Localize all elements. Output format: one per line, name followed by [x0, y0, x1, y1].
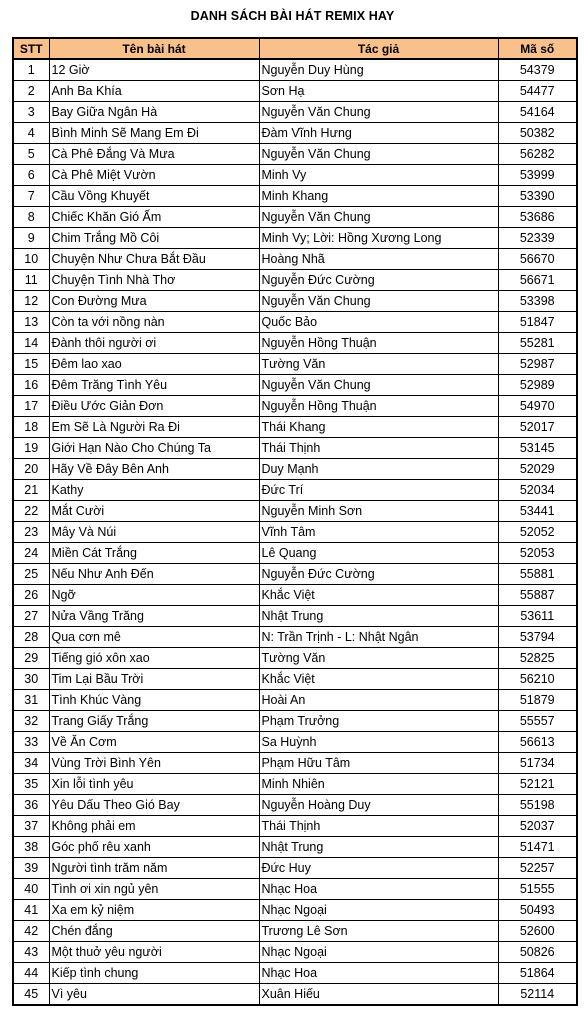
cell-song-name: Tình ơi xin ngủ yên [49, 879, 259, 900]
cell-song-name: Mắt Cười [49, 501, 259, 522]
table-row [13, 270, 577, 291]
cell-code: 53398 [498, 291, 577, 312]
cell-stt: 40 [13, 879, 49, 900]
cell-stt: 37 [13, 816, 49, 837]
cell-author: Nhật Trung [259, 606, 498, 627]
cell-stt: 29 [13, 648, 49, 669]
table-row [13, 207, 577, 228]
cell-stt: 30 [13, 669, 49, 690]
cell-song-name: Chim Trắng Mồ Côi [49, 228, 259, 249]
table-row [13, 858, 577, 879]
cell-code: 52029 [498, 459, 577, 480]
cell-stt: 44 [13, 963, 49, 984]
cell-song-name: Nếu Như Anh Đến [49, 564, 259, 585]
table-row [13, 396, 577, 417]
cell-code: 50826 [498, 942, 577, 963]
cell-code: 53145 [498, 438, 577, 459]
cell-author: Thái Thịnh [259, 816, 498, 837]
cell-stt: 45 [13, 984, 49, 1006]
table-row [13, 543, 577, 564]
table-row [13, 438, 577, 459]
cell-stt: 38 [13, 837, 49, 858]
cell-code: 50493 [498, 900, 577, 921]
cell-author: Nguyễn Đức Cường [259, 270, 498, 291]
table-row [13, 480, 577, 501]
cell-song-name: Chén đắng [49, 921, 259, 942]
cell-song-name: Không phải em [49, 816, 259, 837]
cell-stt: 15 [13, 354, 49, 375]
cell-stt: 5 [13, 144, 49, 165]
cell-author: Minh Vy; Lời: Hồng Xương Long [259, 228, 498, 249]
cell-stt: 4 [13, 123, 49, 144]
cell-author: Nhạc Ngoại [259, 942, 498, 963]
cell-stt: 32 [13, 711, 49, 732]
cell-song-name: Kathy [49, 480, 259, 501]
cell-author: Đức Huy [259, 858, 498, 879]
cell-stt: 3 [13, 102, 49, 123]
cell-code: 54477 [498, 81, 577, 102]
cell-stt: 42 [13, 921, 49, 942]
cell-song-name: Mây Và Núi [49, 522, 259, 543]
cell-song-name: Bay Giữa Ngân Hà [49, 102, 259, 123]
cell-stt: 9 [13, 228, 49, 249]
cell-author: Nguyễn Văn Chung [259, 102, 498, 123]
table-row [13, 837, 577, 858]
table-row [13, 522, 577, 543]
cell-song-name: Kiếp tình chung [49, 963, 259, 984]
cell-author: Lê Quang [259, 543, 498, 564]
cell-author: Vĩnh Tâm [259, 522, 498, 543]
cell-song-name: Cà Phê Đắng Và Mưa [49, 144, 259, 165]
cell-code: 51879 [498, 690, 577, 711]
cell-code: 51555 [498, 879, 577, 900]
cell-code: 52121 [498, 774, 577, 795]
cell-song-name: Trang Giấy Trắng [49, 711, 259, 732]
cell-author: Nguyễn Đức Cường [259, 564, 498, 585]
cell-code: 52600 [498, 921, 577, 942]
cell-author: Hoài An [259, 690, 498, 711]
cell-stt: 36 [13, 795, 49, 816]
cell-author: Minh Nhiên [259, 774, 498, 795]
cell-stt: 28 [13, 627, 49, 648]
page-title: DANH SÁCH BÀI HÁT REMIX HAY [190, 9, 395, 23]
cell-code: 52052 [498, 522, 577, 543]
cell-code: 52825 [498, 648, 577, 669]
cell-code: 53794 [498, 627, 577, 648]
cell-author: Nguyễn Duy Hùng [259, 59, 498, 81]
table-row [13, 627, 577, 648]
cell-author: Hoàng Nhã [259, 249, 498, 270]
cell-stt: 8 [13, 207, 49, 228]
table-row [13, 123, 577, 144]
cell-code: 55881 [498, 564, 577, 585]
cell-code: 53441 [498, 501, 577, 522]
cell-author: Khắc Việt [259, 669, 498, 690]
cell-stt: 17 [13, 396, 49, 417]
cell-stt: 19 [13, 438, 49, 459]
cell-stt: 27 [13, 606, 49, 627]
cell-author: Sa Huỳnh [259, 732, 498, 753]
table-row [13, 606, 577, 627]
cell-code: 54970 [498, 396, 577, 417]
cell-code: 54379 [498, 59, 577, 81]
cell-code: 51847 [498, 312, 577, 333]
table-row [13, 984, 577, 1006]
cell-author: Nhạc Hoa [259, 879, 498, 900]
cell-song-name: Đêm lao xao [49, 354, 259, 375]
cell-stt: 33 [13, 732, 49, 753]
cell-code: 51471 [498, 837, 577, 858]
cell-author: Nguyễn Văn Chung [259, 375, 498, 396]
cell-song-name: Miền Cát Trắng [49, 543, 259, 564]
cell-stt: 41 [13, 900, 49, 921]
table-row [13, 312, 577, 333]
table-row [13, 648, 577, 669]
cell-author: Đức Trí [259, 480, 498, 501]
cell-author: Duy Mạnh [259, 459, 498, 480]
table-row [13, 963, 577, 984]
cell-stt: 22 [13, 501, 49, 522]
cell-author: Phạm Trưởng [259, 711, 498, 732]
cell-code: 50382 [498, 123, 577, 144]
cell-song-name: Ngỡ [49, 585, 259, 606]
table-row [13, 711, 577, 732]
header-author: Tác giả [259, 38, 498, 59]
table-row [13, 921, 577, 942]
table-row [13, 375, 577, 396]
cell-code: 53390 [498, 186, 577, 207]
cell-author: Phạm Hữu Tâm [259, 753, 498, 774]
cell-code: 55198 [498, 795, 577, 816]
cell-stt: 12 [13, 291, 49, 312]
cell-song-name: Cà Phê Miệt Vườn [49, 165, 259, 186]
cell-author: Xuân Hiếu [259, 984, 498, 1006]
cell-code: 53999 [498, 165, 577, 186]
cell-code: 52034 [498, 480, 577, 501]
cell-author: Nhạc Ngoại [259, 900, 498, 921]
cell-stt: 31 [13, 690, 49, 711]
cell-song-name: Hãy Về Đây Bên Anh [49, 459, 259, 480]
cell-code: 52987 [498, 354, 577, 375]
cell-author: Tường Văn [259, 354, 498, 375]
header-song-name: Tên bài hát [49, 38, 259, 59]
cell-author: Sơn Hạ [259, 81, 498, 102]
cell-stt: 20 [13, 459, 49, 480]
cell-stt: 7 [13, 186, 49, 207]
cell-stt: 6 [13, 165, 49, 186]
table-row [13, 816, 577, 837]
cell-stt: 21 [13, 480, 49, 501]
cell-code: 51864 [498, 963, 577, 984]
cell-author: Nhạc Hoa [259, 963, 498, 984]
table-row [13, 564, 577, 585]
table-row [13, 144, 577, 165]
cell-code: 56210 [498, 669, 577, 690]
cell-song-name: Chiếc Khăn Gió Ấm [49, 207, 259, 228]
cell-code: 53686 [498, 207, 577, 228]
cell-author: Nguyễn Hoàng Duy [259, 795, 498, 816]
cell-song-name: Vì yêu [49, 984, 259, 1006]
cell-song-name: Anh Ba Khía [49, 81, 259, 102]
song-table [12, 37, 578, 1006]
table-row [13, 879, 577, 900]
cell-song-name: Con Đường Mưa [49, 291, 259, 312]
table-row [13, 249, 577, 270]
cell-code: 53611 [498, 606, 577, 627]
cell-song-name: Chuyện Tình Nhà Thơ [49, 270, 259, 291]
cell-song-name: Qua cơn mê [49, 627, 259, 648]
cell-song-name: Yêu Dấu Theo Gió Bay [49, 795, 259, 816]
cell-song-name: 12 Giờ [49, 59, 259, 81]
cell-stt: 11 [13, 270, 49, 291]
cell-stt: 23 [13, 522, 49, 543]
cell-song-name: Nửa Vầng Trăng [49, 606, 259, 627]
cell-author: Nguyễn Minh Sơn [259, 501, 498, 522]
table-row [13, 795, 577, 816]
cell-code: 52257 [498, 858, 577, 879]
table-row [13, 774, 577, 795]
cell-song-name: Tình Khúc Vàng [49, 690, 259, 711]
cell-song-name: Người tình trăm năm [49, 858, 259, 879]
table-row [13, 354, 577, 375]
cell-code: 52989 [498, 375, 577, 396]
cell-song-name: Tim Lại Bầu Trời [49, 669, 259, 690]
cell-stt: 39 [13, 858, 49, 879]
cell-author: Minh Khang [259, 186, 498, 207]
table-row [13, 81, 577, 102]
table-row [13, 753, 577, 774]
table-row [13, 186, 577, 207]
cell-code: 56613 [498, 732, 577, 753]
header-code: Mã số [498, 38, 577, 59]
cell-stt: 16 [13, 375, 49, 396]
cell-stt: 35 [13, 774, 49, 795]
table-row [13, 900, 577, 921]
cell-code: 55281 [498, 333, 577, 354]
cell-song-name: Chuyện Như Chưa Bắt Đầu [49, 249, 259, 270]
table-row [13, 417, 577, 438]
cell-author: Trương Lê Sơn [259, 921, 498, 942]
cell-song-name: Bình Minh Sẽ Mang Em Đi [49, 123, 259, 144]
cell-author: Khắc Việt [259, 585, 498, 606]
cell-stt: 43 [13, 942, 49, 963]
cell-song-name: Điều Ước Giản Đơn [49, 396, 259, 417]
cell-stt: 2 [13, 81, 49, 102]
cell-stt: 10 [13, 249, 49, 270]
cell-stt: 1 [13, 59, 49, 81]
cell-author: Nguyễn Văn Chung [259, 207, 498, 228]
cell-author: Đàm Vĩnh Hưng [259, 123, 498, 144]
cell-author: Nguyễn Hồng Thuận [259, 396, 498, 417]
cell-song-name: Đành thôi người ơi [49, 333, 259, 354]
cell-author: Tường Văn [259, 648, 498, 669]
cell-code: 55887 [498, 585, 577, 606]
cell-author: Nguyễn Văn Chung [259, 144, 498, 165]
cell-stt: 14 [13, 333, 49, 354]
cell-code: 55557 [498, 711, 577, 732]
cell-author: Thái Thịnh [259, 438, 498, 459]
cell-code: 52053 [498, 543, 577, 564]
table-row [13, 228, 577, 249]
cell-song-name: Xin lỗi tình yêu [49, 774, 259, 795]
table-row [13, 333, 577, 354]
cell-song-name: Cầu Vồng Khuyết [49, 186, 259, 207]
cell-code: 56671 [498, 270, 577, 291]
cell-song-name: Vùng Trời Bình Yên [49, 753, 259, 774]
cell-code: 51734 [498, 753, 577, 774]
table-row [13, 459, 577, 480]
cell-stt: 13 [13, 312, 49, 333]
table-row [13, 59, 577, 81]
table-row [13, 291, 577, 312]
table-header-row [13, 38, 577, 59]
cell-author: Quốc Bảo [259, 312, 498, 333]
cell-author: Nguyễn Văn Chung [259, 291, 498, 312]
table-row [13, 585, 577, 606]
table-row [13, 501, 577, 522]
table-row [13, 669, 577, 690]
cell-song-name: Một thuở yêu người [49, 942, 259, 963]
cell-song-name: Góc phố rêu xanh [49, 837, 259, 858]
cell-stt: 25 [13, 564, 49, 585]
cell-author: Nhật Trung [259, 837, 498, 858]
cell-stt: 34 [13, 753, 49, 774]
cell-song-name: Em Sẽ Là Người Ra Đi [49, 417, 259, 438]
table-row [13, 732, 577, 753]
cell-song-name: Về Ăn Cơm [49, 732, 259, 753]
cell-song-name: Còn ta với nồng nàn [49, 312, 259, 333]
cell-stt: 24 [13, 543, 49, 564]
cell-stt: 18 [13, 417, 49, 438]
cell-code: 52339 [498, 228, 577, 249]
cell-song-name: Đêm Trăng Tình Yêu [49, 375, 259, 396]
table-row [13, 690, 577, 711]
cell-song-name: Tiếng gió xôn xao [49, 648, 259, 669]
cell-author: N: Trần Trịnh - L: Nhật Ngân [259, 627, 498, 648]
cell-code: 56670 [498, 249, 577, 270]
cell-song-name: Giới Hạn Nào Cho Chúng Ta [49, 438, 259, 459]
cell-code: 52114 [498, 984, 577, 1006]
cell-code: 52017 [498, 417, 577, 438]
cell-code: 54164 [498, 102, 577, 123]
header-stt: STT [13, 38, 49, 59]
cell-code: 52037 [498, 816, 577, 837]
cell-author: Minh Vy [259, 165, 498, 186]
cell-stt: 26 [13, 585, 49, 606]
cell-song-name: Xa em kỷ niệm [49, 900, 259, 921]
table-row [13, 942, 577, 963]
cell-author: Thái Khang [259, 417, 498, 438]
cell-author: Nguyễn Hồng Thuận [259, 333, 498, 354]
cell-code: 56282 [498, 144, 577, 165]
table-row [13, 165, 577, 186]
table-row [13, 102, 577, 123]
